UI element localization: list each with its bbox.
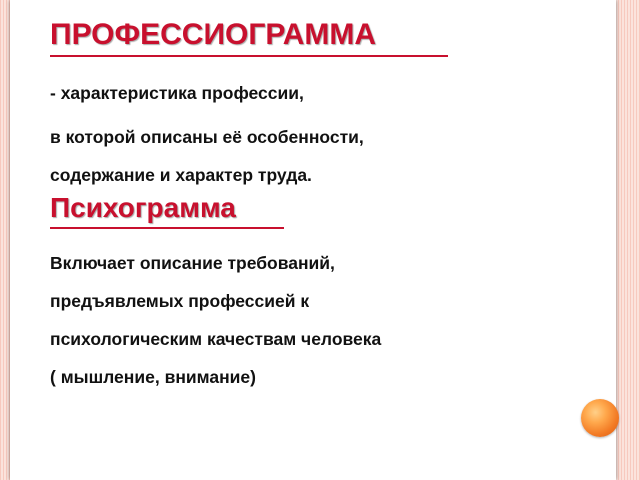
description-line: предъявлемых профессией к <box>50 291 310 311</box>
slide <box>10 0 616 480</box>
heading-underline <box>50 227 284 229</box>
slide-heading-professiogram: ПРОФЕССИОГРАММА <box>50 18 377 51</box>
heading-underline <box>50 55 448 57</box>
definition-line: - характеристика профессии, <box>50 83 304 103</box>
description-line: психологическим качествам человека <box>50 329 382 349</box>
orange-circle-icon <box>581 399 619 437</box>
definition-line: в которой описаны её особенности, <box>50 127 364 147</box>
description-line: ( мышление, внимание) <box>50 367 256 387</box>
definition-line: содержание и характер труда. <box>50 165 312 185</box>
slide-heading-psychogram: Психограмма <box>50 192 236 223</box>
description-line: Включает описание требований, <box>50 253 335 273</box>
